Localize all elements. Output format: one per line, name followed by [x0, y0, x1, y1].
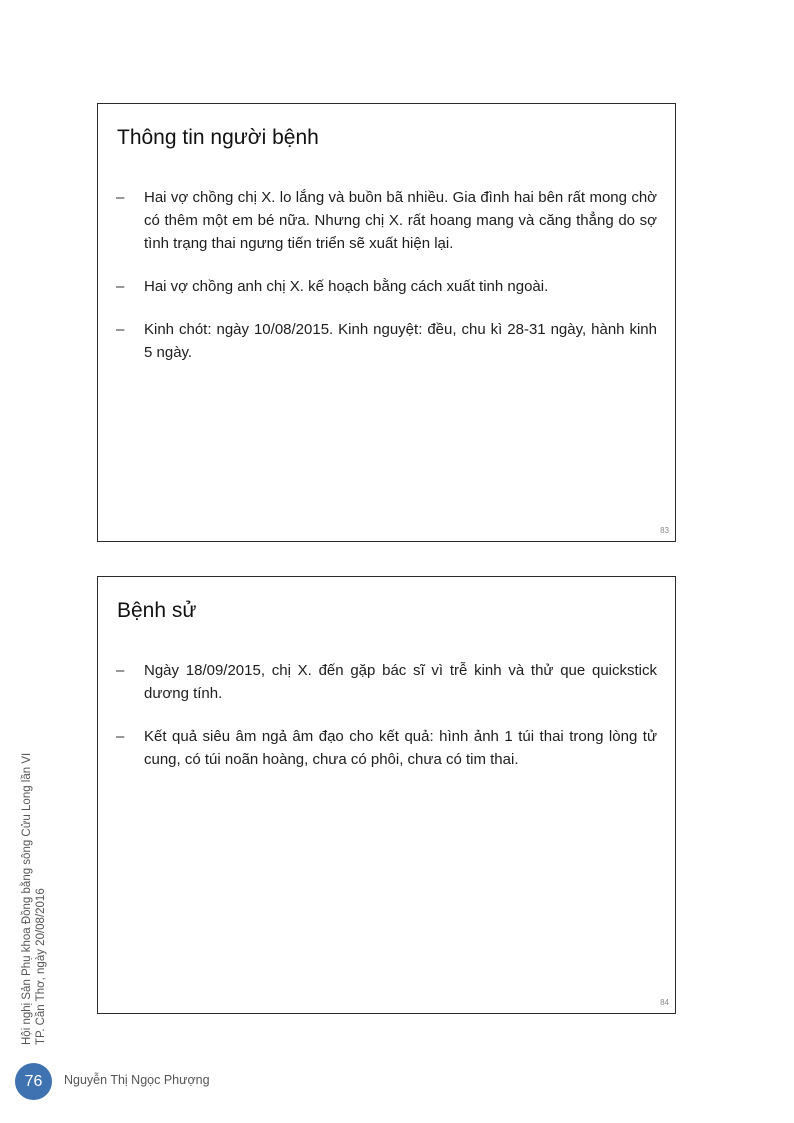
page-number: 76 [24, 1072, 43, 1090]
bullet-text: Hai vợ chồng anh chị X. kế hoạch bằng cách xuất tinh ngoài. [144, 278, 549, 295]
slide-83 [97, 103, 676, 542]
bullet-list [116, 659, 657, 791]
dash-marker: – [116, 662, 125, 679]
bullet-item [116, 186, 657, 255]
bullet-item [116, 318, 657, 364]
bullet-item [116, 725, 657, 771]
bullet-item [116, 659, 657, 705]
page-number-badge [15, 1063, 52, 1100]
slide-title: Thông tin người bệnh [117, 126, 319, 149]
bullet-list [116, 186, 657, 384]
bullet-text: Kinh chót: ngày 10/08/2015. Kinh nguyệt: đều, chu kì 28-31 ngày, hành kinh 5 ngày. [144, 321, 657, 361]
dash-marker: – [116, 189, 125, 206]
conference-date-line: TP. Cần Thơ, ngày 20/08/2016 [35, 888, 47, 1045]
dash-marker: – [116, 321, 125, 338]
slide-title: Bệnh sử [117, 599, 197, 622]
bullet-text: Hai vợ chồng chị X. lo lắng và buồn bã nhiều. Gia đình hai bên rất mong chờ có thêm một em bé nữa. Nhưng chị X. rất hoang mang và căng thẳng do sợ tình trạng thai ngưng tiến triển sẽ xuất hiện lại. [144, 189, 657, 252]
conference-caption [20, 753, 48, 1045]
dash-marker: – [116, 728, 125, 745]
author-name: Nguyễn Thị Ngọc Phượng [64, 1073, 210, 1087]
bullet-text: Kết quả siêu âm ngả âm đạo cho kết quả: hình ảnh 1 túi thai trong lòng tử cung, có túi noãn hoàng, chưa có phôi, chưa có tim thai. [144, 728, 657, 768]
dash-marker: – [116, 278, 125, 295]
conference-line: Hội nghị Sản Phụ khoa Đồng bằng sông Cửu Long lần VI [21, 752, 33, 1045]
bullet-item [116, 275, 657, 298]
slide-number: 83 [660, 526, 669, 535]
slide-number: 84 [660, 998, 669, 1007]
slide-84 [97, 576, 676, 1014]
bullet-text: Ngày 18/09/2015, chị X. đến gặp bác sĩ vì trễ kinh và thử que quickstick dương tính. [144, 662, 657, 702]
